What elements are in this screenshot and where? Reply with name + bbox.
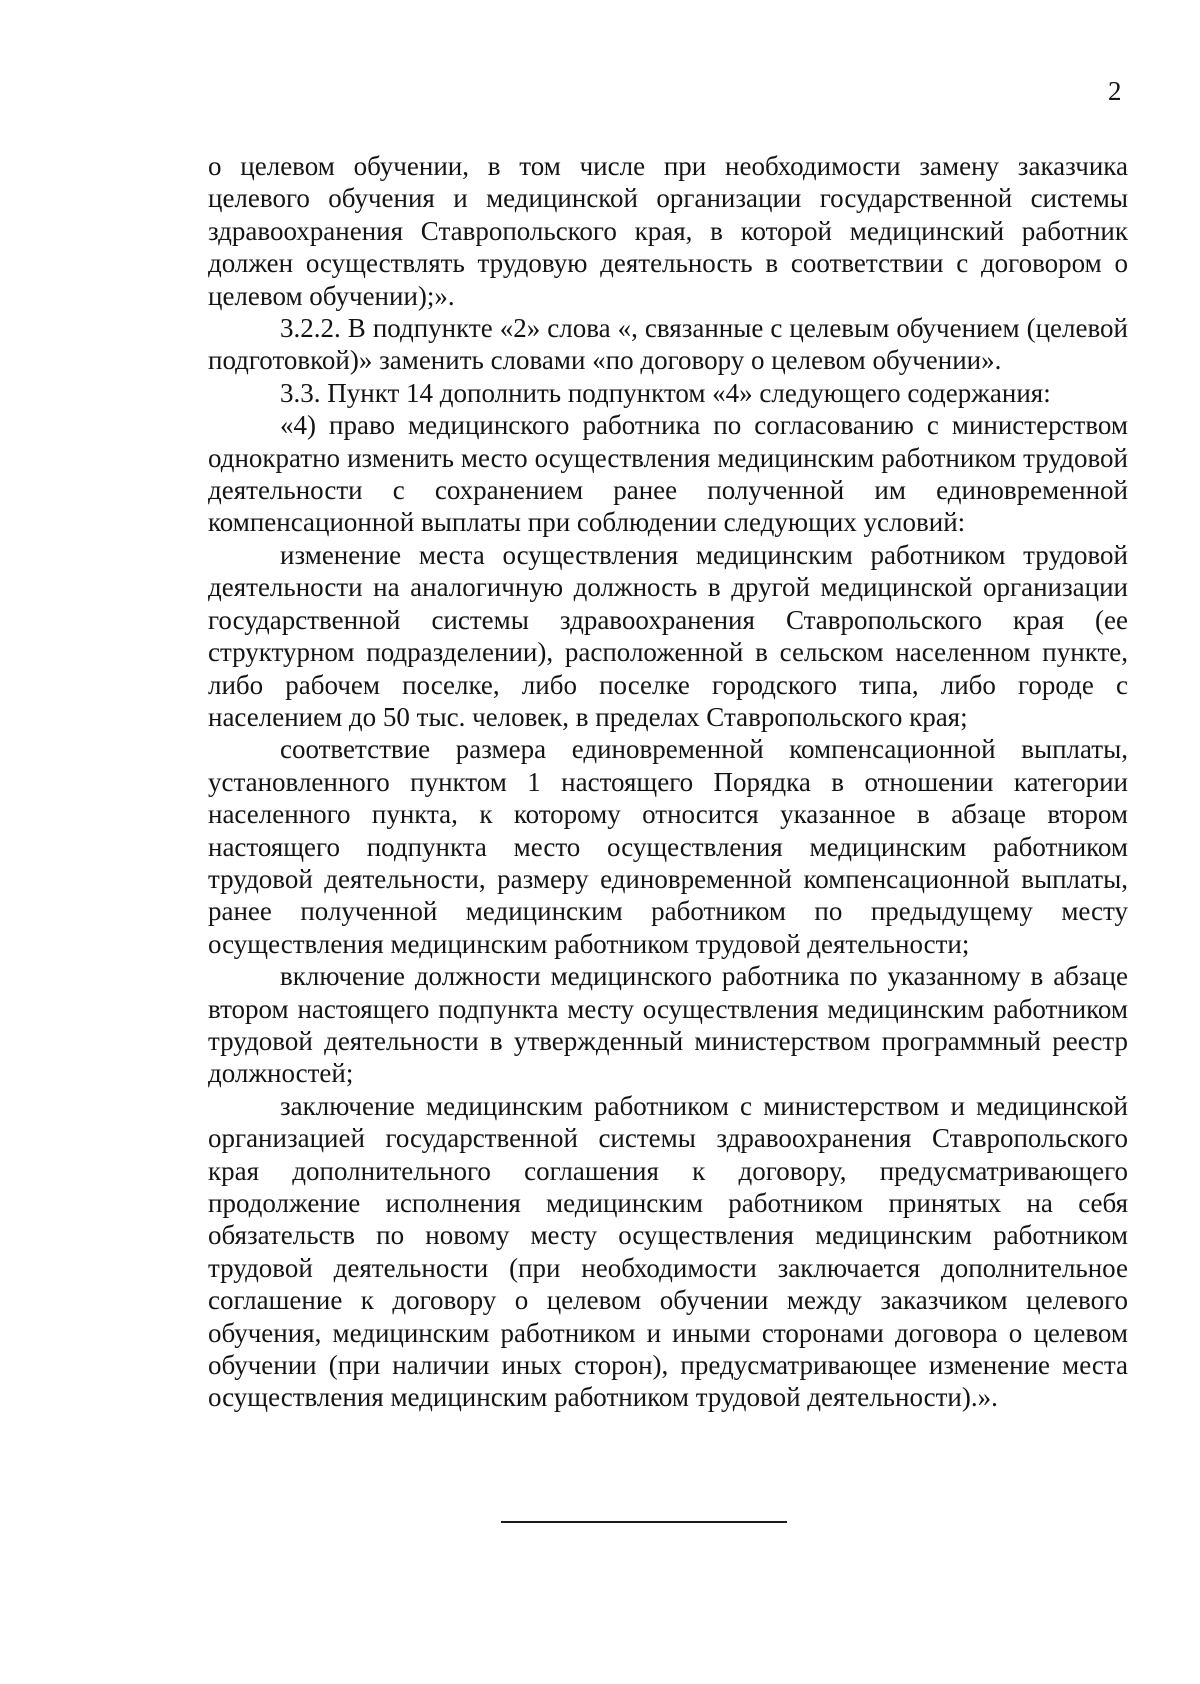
page-number: 2 [1108, 76, 1122, 106]
paragraph-3-2-2: 3.2.2. В подпункте «2» слова «, связанные с целевым обучением (целевой подготовкой)» заменить словами «по договору о целевом обучении». [208, 313, 1128, 376]
paragraph-condition-4: заключение медицинским работником с министерством и медицинской организацией государственной системы здравоохранения Ставропольского края дополнительного соглашения к договору, предусматривающего продолжение исполнения медицинским работником принятых на себя обязательств по новому месту осуществления медицинским работником трудовой деятельности (при необходимости заключается дополнительное соглашение к договору о целевом обучении между заказчиком целевого обучения, медицинским работником и иными сторонами договора о целевом обучении (при наличии иных сторон), предусматривающее изменение места осуществления медицинским работником трудовой деятельности).». [208, 1090, 1128, 1413]
document-body [208, 150, 1128, 1414]
paragraph-3-3: 3.3. Пункт 14 дополнить подпунктом «4» следующего содержания: [280, 377, 1051, 408]
paragraph-condition-2: соответствие размера единовременной компенсационной выплаты, установленного пунктом 1 настоящего Порядка в отношении категории населенного пункта, к которому относится указанное в абзаце втором настоящего подпункта место осуществления медицинским работником трудовой деятельности, размеру единовременной компенсационной выплаты, ранее полученной медицинским работником по предыдущему месту осуществления медицинским работником трудовой деятельности; [208, 734, 1128, 959]
paragraph-continuation: о целевом обучении, в том числе при необходимости замену заказчика целевого обучения и медицинской организации государственной системы здравоохранения Ставропольского края, в которой медицинский работник должен осуществлять трудовую деятельность в соответствии с договором о целевом обучении);». [208, 151, 1128, 311]
closing-divider-line [501, 1521, 787, 1523]
paragraph-subpoint-4: «4) право медицинского работника по согласованию с министерством однократно изменить место осуществления медицинским работником трудовой деятельности с сохранением ранее полученной им единовременной компенсационной выплаты при соблюдении следующих условий: [208, 410, 1128, 538]
paragraph-condition-3: включение должности медицинского работника по указанному в абзаце втором настоящего подпункта месту осуществления медицинским работником трудовой деятельности в утвержденный министерством программный реестр должностей; [208, 961, 1128, 1089]
paragraph-condition-1: изменение места осуществления медицинским работником трудовой деятельности на аналогичную должность в другой медицинской организации государственной системы здравоохранения Ставропольского края (ее структурном подразделении), расположенной в сельском населенном пункте, либо рабочем поселке, либо поселке городского типа, либо городе с населением до 50 тыс. человек, в пределах Ставропольского края; [208, 539, 1128, 732]
